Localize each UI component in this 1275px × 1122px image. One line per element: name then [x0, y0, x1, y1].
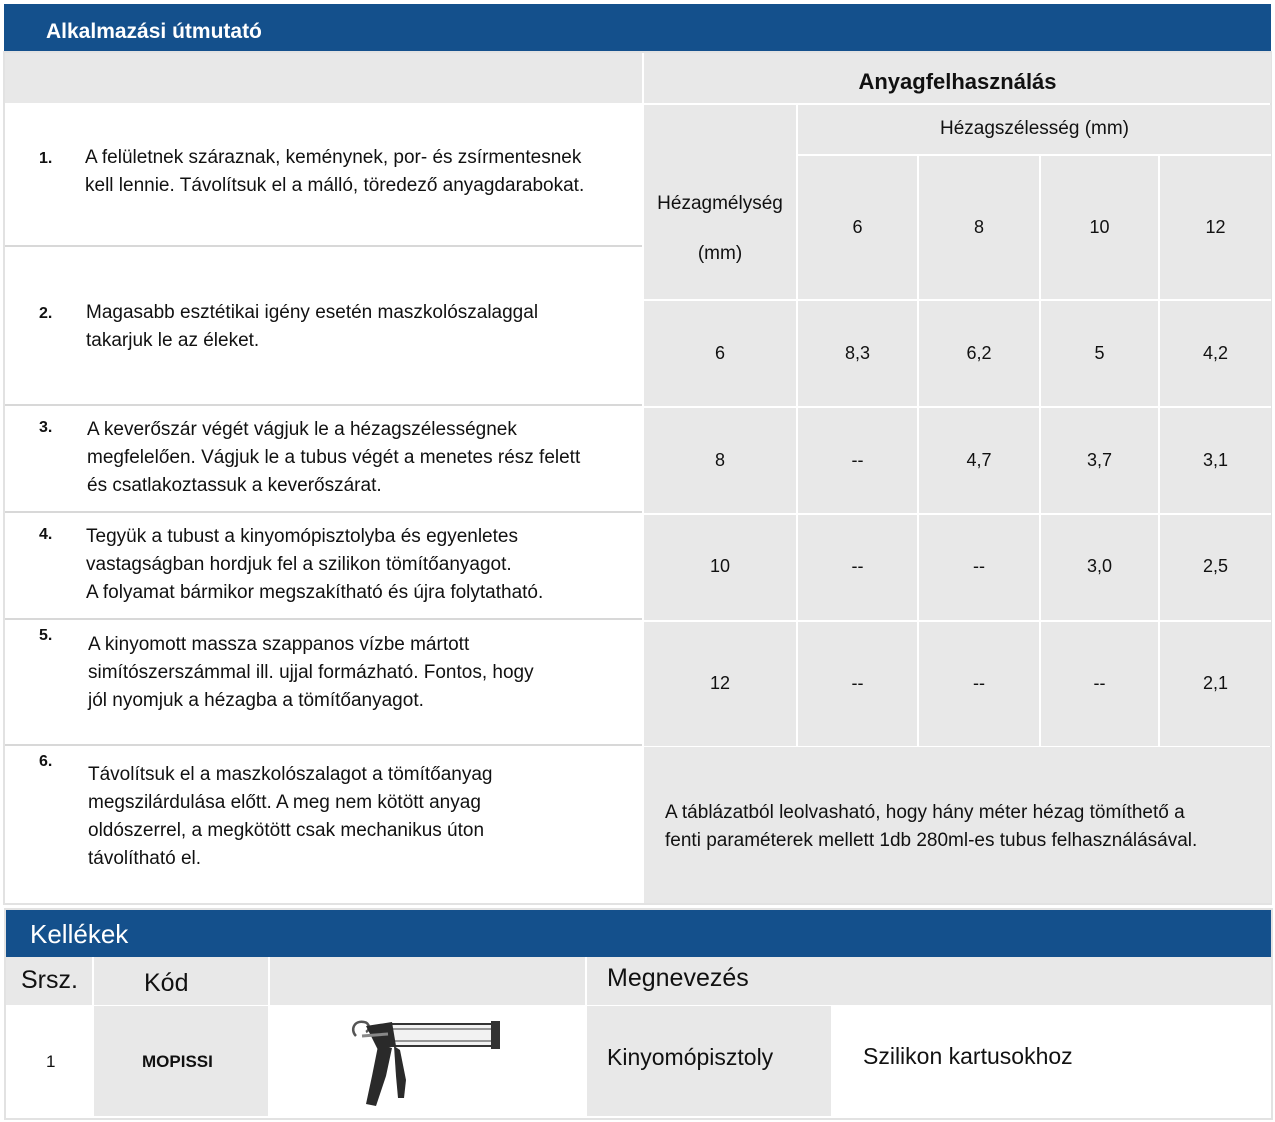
row-name: Kinyomópisztoly [587, 1006, 831, 1116]
header-megnevezes: Megnevezés [587, 957, 1271, 1005]
table-cell: -- [1093, 673, 1106, 693]
table-cell: 6,2 [966, 343, 992, 363]
consumption-table [644, 105, 1271, 746]
step-text: Magasabb esztétikai igény esetén maszkolószalaggal takarjuk le az éleket. [86, 302, 539, 351]
guide-title-bar [4, 4, 1271, 51]
table-cell: 2,5 [1202, 556, 1229, 576]
step-number: 4. [39, 526, 53, 543]
table-cell: 3,1 [1202, 450, 1229, 470]
table-cell: -- [851, 450, 864, 470]
table-cell: -- [851, 673, 864, 693]
width-col-header: 8 [973, 217, 984, 237]
step-text: A felületnek száraznak, keménynek, por- és zsírmentesnek kell lennie. Távolítsuk el a málló, töredező anyagdarabokat. [85, 147, 585, 196]
accessories-title-bar [6, 910, 1271, 957]
header-image [270, 957, 585, 1005]
table-cell: 3,0 [1086, 556, 1113, 576]
width-col-header: 10 [1089, 217, 1110, 237]
depth-row-header: 10 [709, 556, 731, 576]
step-text: A kinyomott massza szappanos vízbe mártott simítószerszámmal ill. ujjal formázható. Fontos, hogy jól nyomjuk a hézagba a tömítőanyagot. [88, 634, 534, 711]
step-text: Távolítsuk el a maszkolószalagot a tömítőanyag megszilárdulása előtt. A meg nem kötött anyag oldószerrel, a megkötött csak mechanikus úton távolítható el. [88, 764, 493, 869]
depth-row-header: 12 [709, 673, 731, 693]
step-text: A keverőszár végét vágjuk le a hézagszélességnek megfelelően. Vágjuk le a tubus végét a menetes rész felett és csatlakoztassuk a keverőszárat. [87, 419, 581, 496]
consumption-title-cell [644, 53, 1271, 103]
step-number: 1. [39, 150, 53, 167]
table-cell: 3,7 [1086, 450, 1113, 470]
guide-title: Alkalmazási útmutató [46, 20, 262, 43]
step-text: Tegyük a tubust a kinyomópisztolyba és egyenletes vastagságban hordjuk fel a szilikon tömítőanyagot. A folyamat bármikor megszakítható és újra folytatható. [86, 526, 544, 603]
step-number: 6. [39, 753, 53, 770]
consumption-title: Anyagfelhasználás [858, 69, 1057, 94]
width-col-header: 12 [1205, 217, 1226, 237]
table-cell: 4,2 [1202, 343, 1229, 363]
consumption-note: A táblázatból leolvasható, hogy hány méter hézag tömíthető a fenti paraméterek mellett 1db 280ml-es tubus felhasználásával. [644, 747, 1271, 903]
step-2 [5, 249, 642, 406]
step-1 [5, 105, 642, 247]
step-4 [5, 515, 642, 620]
width-header: Hézagszélesség (mm) [940, 118, 1129, 139]
table-cell: -- [973, 556, 985, 576]
row-desc: Szilikon kartusokhoz [833, 1006, 1271, 1116]
table-cell: 4,7 [966, 450, 992, 470]
step-number: 5. [39, 627, 53, 644]
step-number: 3. [39, 419, 53, 436]
step-6 [5, 748, 642, 903]
caulking-gun-icon [348, 1016, 508, 1108]
table-cell: 2,1 [1202, 673, 1229, 693]
depth-row-header: 8 [714, 450, 725, 470]
step-3 [5, 408, 642, 513]
guide-header-spacer [5, 53, 642, 103]
row-srsz: 1 [6, 1006, 92, 1116]
row-kod: MOPISSI [94, 1006, 268, 1116]
row-image [270, 1006, 585, 1116]
table-cell: -- [851, 556, 864, 576]
header-srsz: Srsz. [6, 957, 92, 1005]
accessories-title: Kellékek [30, 919, 129, 949]
table-cell: 5 [1094, 343, 1105, 363]
step-5 [5, 622, 642, 746]
depth-row-header: 6 [714, 343, 725, 363]
header-kod: Kód [94, 957, 268, 1005]
depth-header: Hézagmélység (mm) [657, 193, 783, 264]
width-col-header: 6 [852, 217, 863, 237]
table-cell: 8,3 [844, 343, 871, 363]
table-cell: -- [973, 673, 985, 693]
step-number: 2. [39, 305, 53, 322]
